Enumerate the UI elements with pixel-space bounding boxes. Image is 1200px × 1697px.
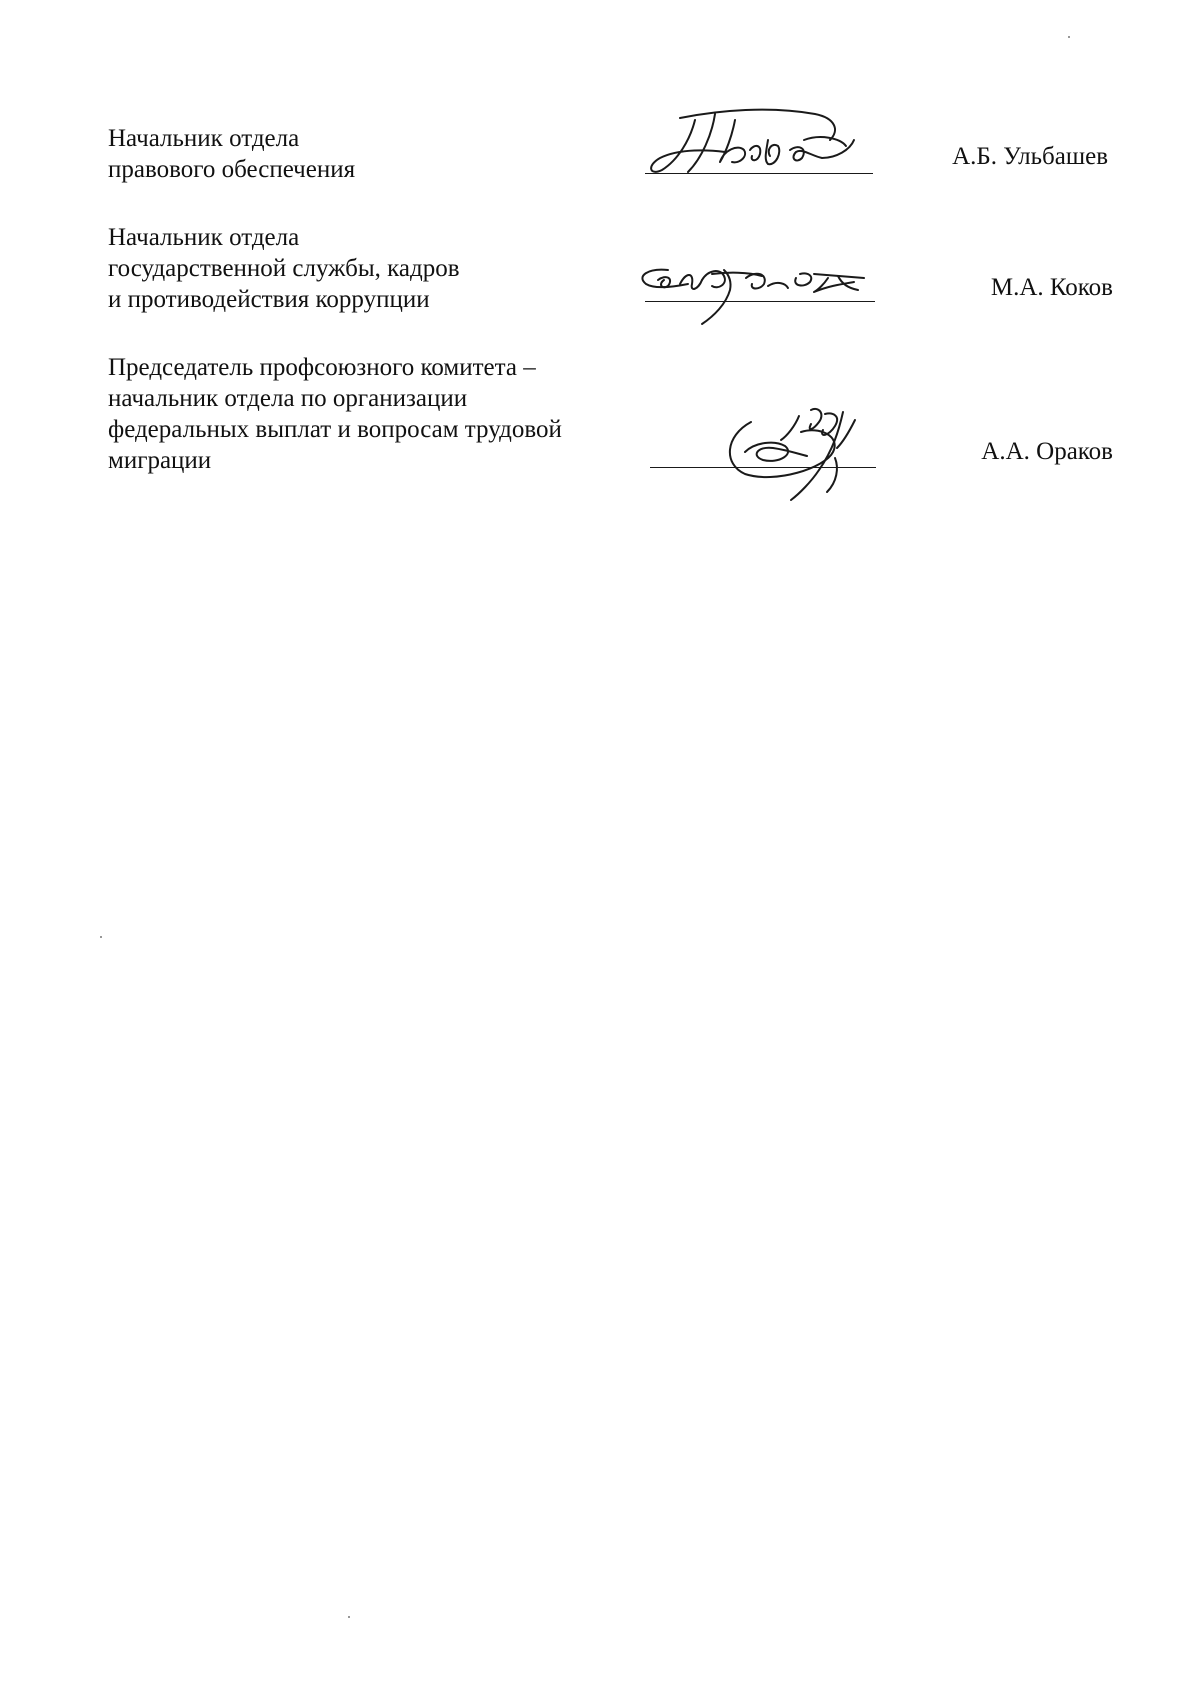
position-line: федеральных выплат и вопросам трудовой [108, 416, 562, 443]
handwritten-signature [715, 402, 885, 502]
position-title [108, 352, 562, 476]
signer-name: А.А. Ораков [981, 438, 1113, 465]
position-title [108, 123, 355, 185]
position-line: правового обеспечения [108, 156, 356, 183]
handwritten-signature [640, 100, 880, 190]
position-line: Председатель профсоюзного комитета – [108, 354, 536, 381]
scan-speck [100, 936, 102, 938]
signer-name: М.А. Коков [990, 274, 1113, 301]
scan-speck [348, 1616, 350, 1618]
scan-speck [1068, 36, 1070, 38]
position-line: миграции [108, 447, 212, 474]
signer-name: А.Б. Ульбашев [952, 143, 1108, 170]
position-line: начальник отдела по организации [108, 385, 468, 412]
handwritten-signature [628, 250, 888, 330]
position-title [108, 222, 460, 315]
position-line: Начальник отдела [108, 224, 300, 251]
position-line: и противодействия коррупции [108, 286, 430, 313]
position-line: Начальник отдела [108, 125, 300, 152]
position-line: государственной службы, кадров [108, 255, 460, 282]
